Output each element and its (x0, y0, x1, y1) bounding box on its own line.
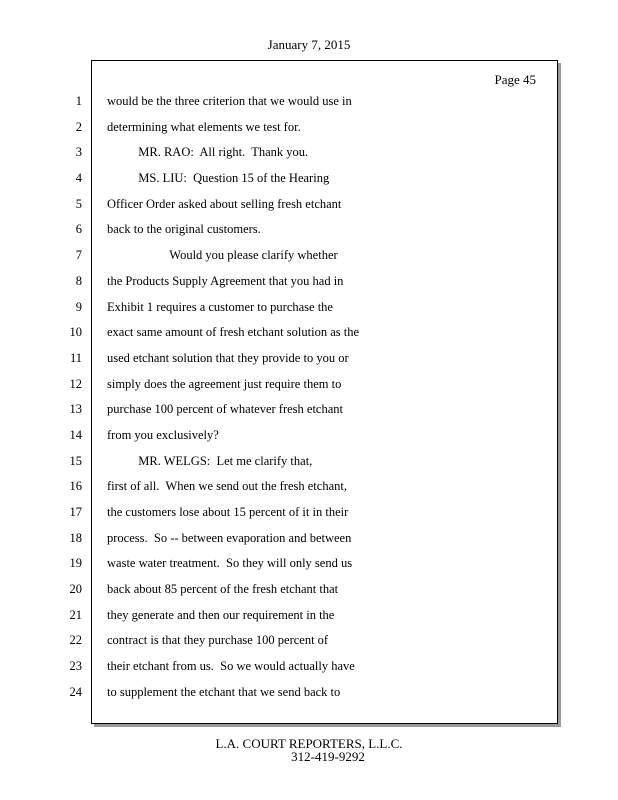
line-number: 8 (75, 273, 82, 288)
transcript-line: Exhibit 1 requires a customer to purchase the (107, 299, 333, 314)
transcript-line: process. So -- between evaporation and between (107, 530, 352, 545)
footer (0, 737, 618, 763)
transcript-line: the customers lose about 15 percent of it in their (107, 505, 349, 519)
line-number: 14 (69, 427, 82, 442)
transcript-line: they generate and then our requirement in the (107, 607, 335, 622)
footer-company: L.A. COURT REPORTERS, L.L.C. (215, 736, 403, 751)
line-number: 6 (75, 222, 82, 237)
line-number: 22 (69, 633, 82, 648)
transcript-line: waste water treatment. So they will only send us (107, 556, 353, 571)
transcript-line: Officer Order asked about selling fresh etchant (107, 196, 342, 211)
transcript-line: purchase 100 percent of whatever fresh etchant (107, 402, 343, 417)
transcript-line: determining what elements we test for. (107, 119, 301, 134)
line-number: 4 (75, 171, 82, 186)
line-number-column (62, 91, 82, 708)
line-number: 20 (69, 582, 82, 597)
transcript-line: from you exclusively? (107, 427, 219, 442)
line-number: 23 (69, 659, 82, 674)
line-number: 10 (69, 325, 82, 340)
line-number: 19 (69, 556, 82, 571)
transcript-line: would be the three criterion that we would use in (107, 94, 352, 108)
transcript-line: their etchant from us. So we would actually have (107, 659, 355, 674)
line-number: 24 (69, 684, 82, 699)
transcript-line: used etchant solution that they provide to you or (107, 350, 349, 365)
page-number: Page 45 (494, 72, 536, 87)
line-number: 15 (69, 453, 82, 468)
line-number: 13 (69, 402, 82, 417)
transcript-line: back about 85 percent of the fresh etchant that (107, 582, 339, 597)
transcript-line: to supplement the etchant that we send back to (107, 684, 341, 699)
transcript-line: MS. LIU: Question 15 of the Hearing (107, 171, 330, 186)
transcript-text (107, 91, 547, 708)
transcript-line: contract is that they purchase 100 percent of (107, 633, 329, 648)
line-number: 11 (69, 350, 82, 365)
line-number: 12 (69, 376, 82, 391)
line-number: 9 (75, 299, 82, 314)
line-number: 16 (69, 479, 82, 494)
transcript-line: first of all. When we send out the fresh etchant, (107, 479, 347, 494)
transcript-line: the Products Supply Agreement that you had in (107, 273, 344, 288)
transcript-line: back to the original customers. (107, 222, 261, 237)
line-number: 7 (75, 248, 82, 263)
line-number: 5 (75, 196, 82, 211)
transcript-line: MR. RAO: All right. Thank you. (107, 145, 309, 160)
transcript-line: MR. WELGS: Let me clarify that, (107, 453, 313, 468)
transcript-line: exact same amount of fresh etchant solution as the (107, 325, 360, 340)
line-number: 3 (75, 145, 82, 160)
line-number: 2 (75, 119, 82, 134)
line-number: 18 (69, 530, 82, 545)
header-date: January 7, 2015 (267, 37, 351, 52)
footer-phone: 312-419-9292 (291, 749, 365, 764)
transcript-line: Would you please clarify whether (107, 248, 338, 263)
transcript-line: simply does the agreement just require them to (107, 376, 342, 391)
line-number: 21 (69, 607, 82, 622)
line-number: 1 (75, 94, 82, 108)
line-number: 17 (69, 505, 82, 519)
